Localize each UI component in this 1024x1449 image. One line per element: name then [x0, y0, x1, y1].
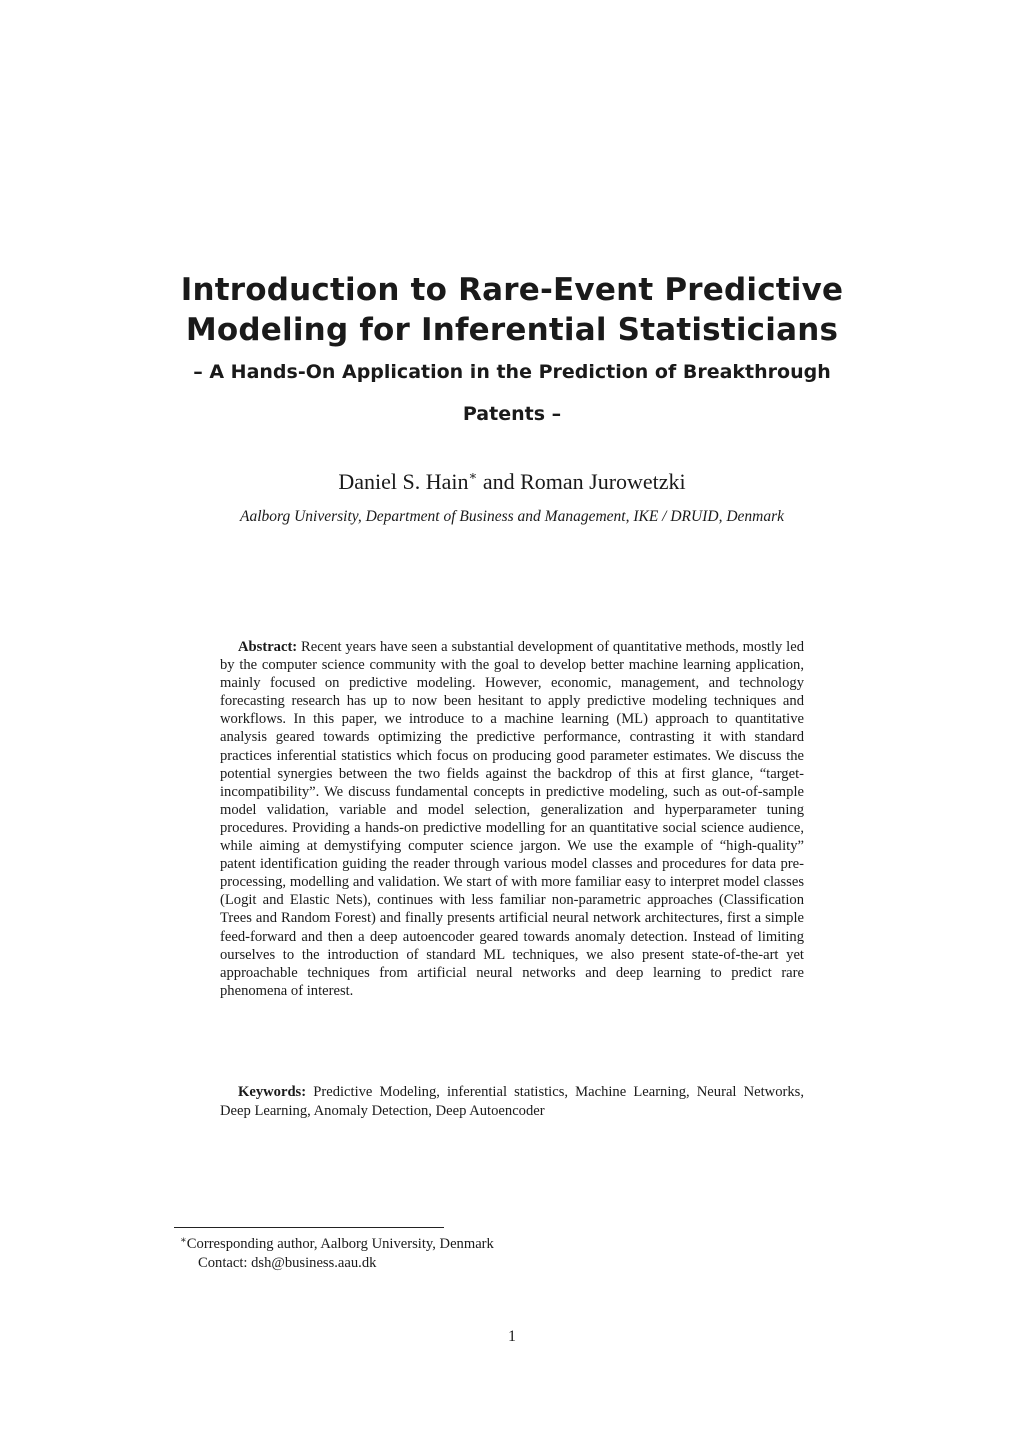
paper-title-line-1: Introduction to Rare-Event Predictive: [180, 272, 844, 308]
keywords: [220, 1083, 804, 1120]
authors: [100, 462, 924, 496]
footnote-marker: ∗: [468, 468, 478, 483]
page-number: 1: [508, 1328, 516, 1345]
keywords-label: Keywords:: [238, 1084, 307, 1100]
paper-subtitle-line-2: Patents –: [462, 403, 562, 425]
contact-label: Contact:: [198, 1254, 248, 1271]
footnote-text: Corresponding author, Aalborg University, Denmark: [186, 1236, 494, 1252]
footnote-line-1: [180, 1232, 780, 1254]
abstract-text: Recent years have seen a substantial development of quantitative methods, mostly led by the computer science community with the goal to develop better machine learning application, mainly focused on predictive modeling. However, economic, management, and technology forecasting research has up to now been hesitant to apply predictive modeling techniques and workflows. In this paper, we introduce to a machine learning (ML) approach to quantitative analysis geared towards optimizing the predictive performance, contrasting it with standard practices inferential statistics which focus on producing good parameter estimates. We discuss the potential synergies between the two fields against the backdrop of this at first glance, “target-incompatibility”. We discuss fundamental concepts in predictive modeling, such as out-of-sample model validation, variable and model selection, generalization and hyperparameter tuning procedures. Providing a hands-on predictive modelling for an quantitative social science audience, while aiming at demystifying computer science jargon. We use the example of “high-quality” patent identification guiding the reader through various model classes and procedures for data pre-processing, modelling and validation. We start of with more familiar easy to interpret model classes (Logit and Elastic Nets), continues with less familiar non-parametric approaches (Classification Trees and Random Forest) and finally presents artificial neural network architectures, first a simple feed-forward and then a deep autoencoder geared towards anomaly detection. Instead of limiting ourselves to the introduction of standard ML techniques, we also present state-of-the-art yet approachable techniques from artificial neural networks and deep learning to predict rare phenomena of interest.: [220, 639, 804, 999]
footnote: [180, 1232, 780, 1272]
abstract: [220, 638, 804, 1000]
author-first: Daniel S. Hain: [338, 469, 469, 494]
footnote-rule: [174, 1227, 444, 1228]
author-rest: and Roman Jurowetzki: [477, 469, 686, 494]
affiliation: Aalborg University, Department of Business and Management, IKE / DRUID, Denmark: [240, 508, 784, 525]
footnote-contact: [180, 1254, 780, 1273]
contact-email-link[interactable]: dsh@business.aau.dk: [251, 1254, 377, 1271]
footnote-mark: ∗: [180, 1235, 187, 1246]
paper-title-line-2: Modeling for Inferential Statisticians: [185, 312, 839, 348]
paper-subtitle-line-1: – A Hands-On Application in the Prediction of Breakthrough: [193, 361, 831, 383]
keywords-text: Predictive Modeling, inferential statistics, Machine Learning, Neural Networks, Deep Learning, Anomaly Detection, Deep Autoencoder: [220, 1084, 804, 1119]
title-block: [100, 270, 924, 434]
abstract-label: Abstract:: [238, 639, 298, 655]
